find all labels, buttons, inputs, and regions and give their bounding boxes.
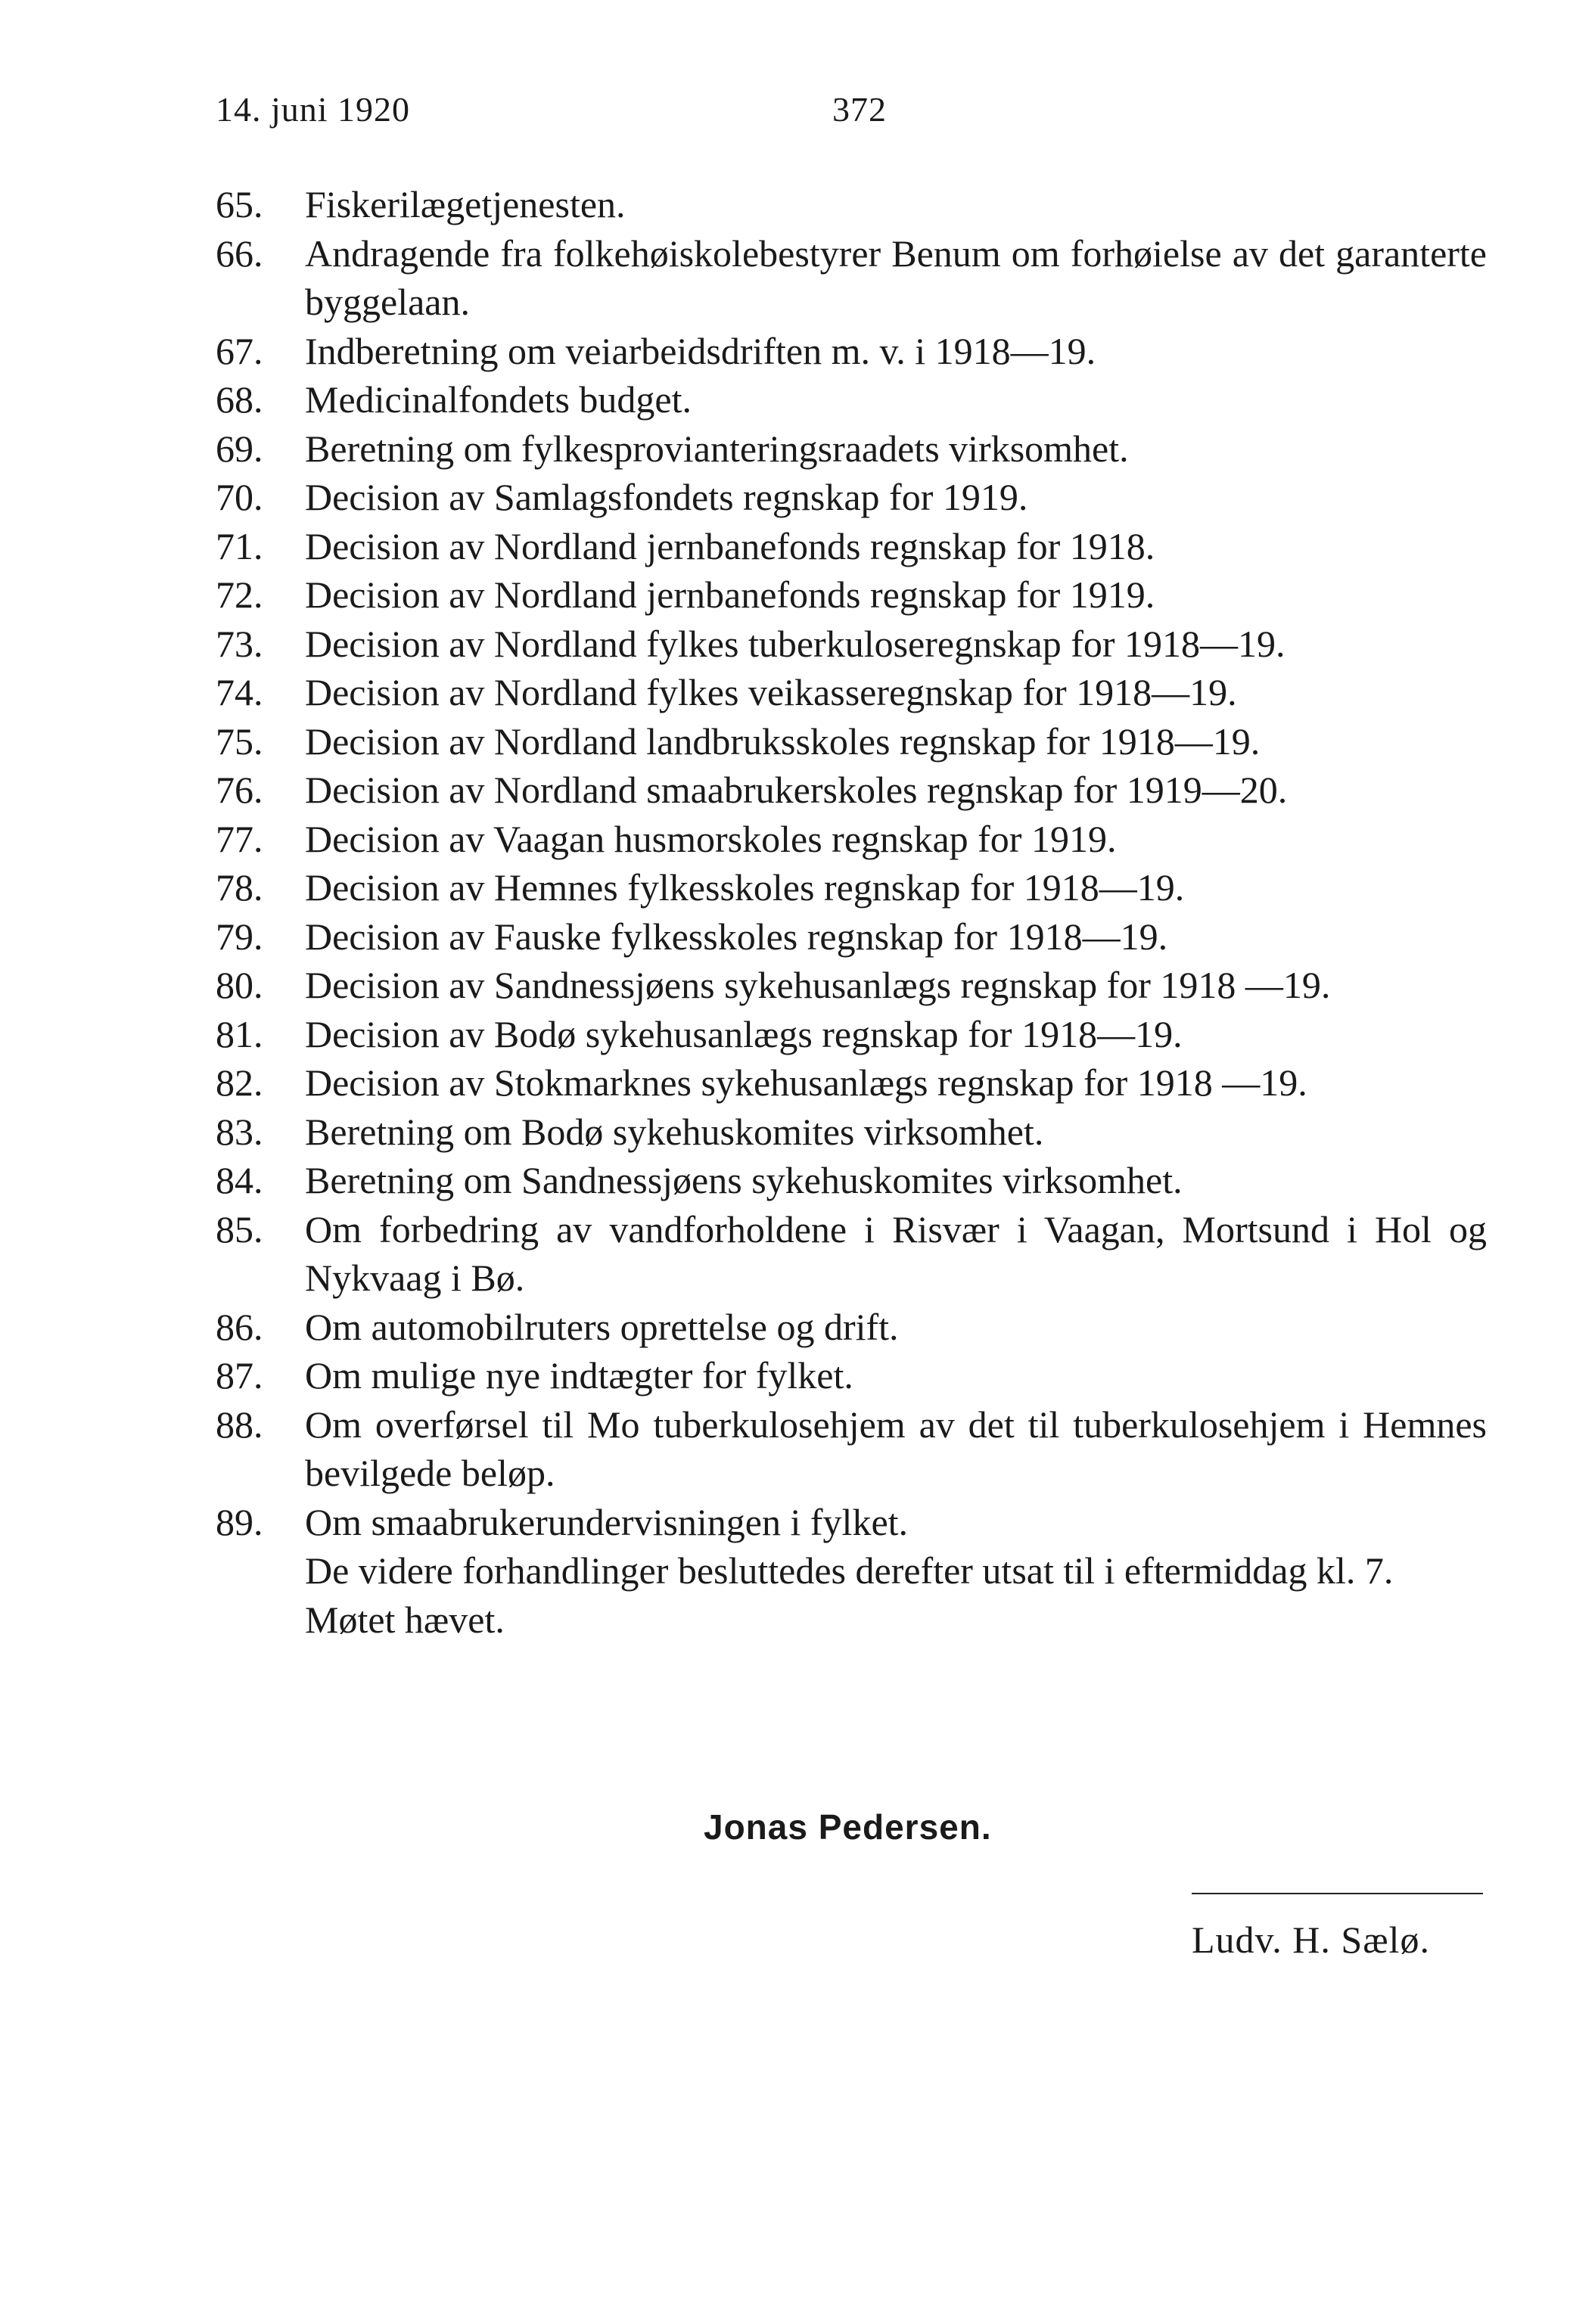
item-text: Decision av Hemnes fylkesskoles regnskap for 1918—19. — [305, 866, 1185, 909]
item-number: 80. — [216, 964, 263, 1006]
item-text: Fiskerilægetjenesten. — [305, 183, 626, 225]
item-text: Om smaabrukerundervisningen i fylket. — [305, 1500, 909, 1543]
list-item — [216, 1108, 1487, 1157]
list-item — [216, 375, 1487, 424]
list-item — [216, 1303, 1487, 1352]
list-item — [216, 570, 1487, 620]
list-item — [216, 912, 1487, 962]
item-number: 89. — [216, 1500, 263, 1543]
item-text: Decision av Nordland jernbanefonds regnskap for 1918. — [305, 524, 1155, 567]
item-number: 68. — [216, 378, 263, 421]
item-number: 87. — [216, 1354, 263, 1397]
item-text: Beretning om Sandnessjøens sykehuskomites virksomhet. — [305, 1159, 1183, 1201]
list-item — [216, 766, 1487, 815]
item-number: 82. — [216, 1061, 263, 1104]
header-date: 14. juni 1920 — [216, 90, 411, 129]
list-item — [216, 1400, 1487, 1498]
item-number: 73. — [216, 622, 263, 665]
list-item — [216, 229, 1487, 327]
adjourned-line: Møtet hævet. — [305, 1598, 505, 1641]
item-text: Decision av Nordland fylkes veikasseregnskap for 1918—19. — [305, 671, 1237, 713]
list-item — [216, 327, 1487, 376]
item-text: Decision av Vaagan husmorskoles regnskap for 1919. — [305, 817, 1117, 860]
item-text: Decision av Sandnessjøens sykehusanlægs regnskap for 1918 —19. — [305, 964, 1331, 1006]
signature-divider — [1192, 1893, 1483, 1894]
list-item — [216, 1205, 1487, 1303]
item-text: Om forbedring av vandforholdene i Risvær i Vaagan, Mortsund i Hol og Nykvaag i Bø. — [305, 1207, 1487, 1299]
list-item — [216, 863, 1487, 912]
item-number: 69. — [216, 427, 263, 470]
item-number: 66. — [216, 231, 263, 275]
item-text: Decision av Nordland smaabrukerskoles regnskap for 1919—20. — [305, 769, 1288, 811]
item-text: Decision av Nordland fylkes tuberkuloseregnskap for 1918—19. — [305, 622, 1286, 665]
item-text: Andragende fra folkehøiskolebestyrer Benum om forhøielse av det garanterte byggelaan. — [305, 231, 1487, 323]
item-number: 71. — [216, 524, 263, 567]
list-item — [216, 961, 1487, 1010]
item-text: Indberetning om veiarbeidsdriften m. v. i 1918—19. — [305, 329, 1096, 372]
list-item — [216, 668, 1487, 717]
list-item — [216, 473, 1487, 522]
item-text: Decision av Fauske fylkesskoles regnskap for 1918—19. — [305, 915, 1168, 958]
list-item — [216, 180, 1487, 229]
closing-paragraph: De videre forhandlinger besluttedes derefter utsat til i eftermiddag kl. 7. — [305, 1549, 1394, 1592]
item-number: 65. — [216, 183, 263, 225]
list-item — [216, 815, 1487, 864]
list-item — [216, 1058, 1487, 1108]
item-number: 88. — [216, 1403, 263, 1446]
list-item — [216, 424, 1487, 474]
item-number: 72. — [216, 573, 263, 616]
item-number: 83. — [216, 1110, 263, 1153]
page-number: 372 — [832, 90, 887, 129]
list-item — [216, 717, 1487, 766]
item-number: 85. — [216, 1207, 263, 1251]
list-item — [216, 1010, 1487, 1059]
item-text: Decision av Samlagsfondets regnskap for 1919. — [305, 476, 1028, 518]
item-number: 76. — [216, 769, 263, 811]
agenda-list — [216, 180, 1487, 1644]
item-number: 84. — [216, 1159, 263, 1201]
item-number: 70. — [216, 476, 263, 518]
item-text: Decision av Nordland landbruksskoles regnskap for 1918—19. — [305, 719, 1261, 763]
item-number: 67. — [216, 329, 263, 372]
list-item — [216, 1156, 1487, 1205]
agenda-items — [216, 180, 1487, 1546]
item-text: Beretning om fylkesprovianteringsraadets virksomhet. — [305, 427, 1129, 470]
item-text: Om automobilruters oprettelse og drift. — [305, 1305, 899, 1348]
item-number: 77. — [216, 817, 263, 860]
list-item — [216, 620, 1487, 669]
item-number: 81. — [216, 1012, 263, 1055]
signature-chair: Jonas Pedersen. — [704, 1807, 992, 1847]
item-text: Medicinalfondets budget. — [305, 378, 692, 421]
list-item — [216, 1351, 1487, 1400]
item-text: Decision av Stokmarknes sykehusanlægs regnskap for 1918 —19. — [305, 1061, 1307, 1104]
item-text: Decision av Bodø sykehusanlægs regnskap for 1918—19. — [305, 1012, 1183, 1055]
list-item — [216, 1498, 1487, 1547]
list-item — [216, 522, 1487, 571]
signature-secretary: Ludv. H. Sælø. — [1192, 1919, 1430, 1961]
item-number: 75. — [216, 719, 263, 763]
item-text: Om overførsel til Mo tuberkulosehjem av det til tuberkulosehjem i Hemnes bevilgede beløp. — [305, 1403, 1487, 1494]
item-number: 86. — [216, 1305, 263, 1348]
item-number: 78. — [216, 866, 263, 909]
item-text: Om mulige nye indtægter for fylket. — [305, 1354, 853, 1397]
item-text: Decision av Nordland jernbanefonds regnskap for 1919. — [305, 573, 1155, 616]
item-number: 74. — [216, 671, 263, 713]
item-number: 79. — [216, 915, 263, 958]
item-text: Beretning om Bodø sykehuskomites virksomhet. — [305, 1110, 1044, 1153]
